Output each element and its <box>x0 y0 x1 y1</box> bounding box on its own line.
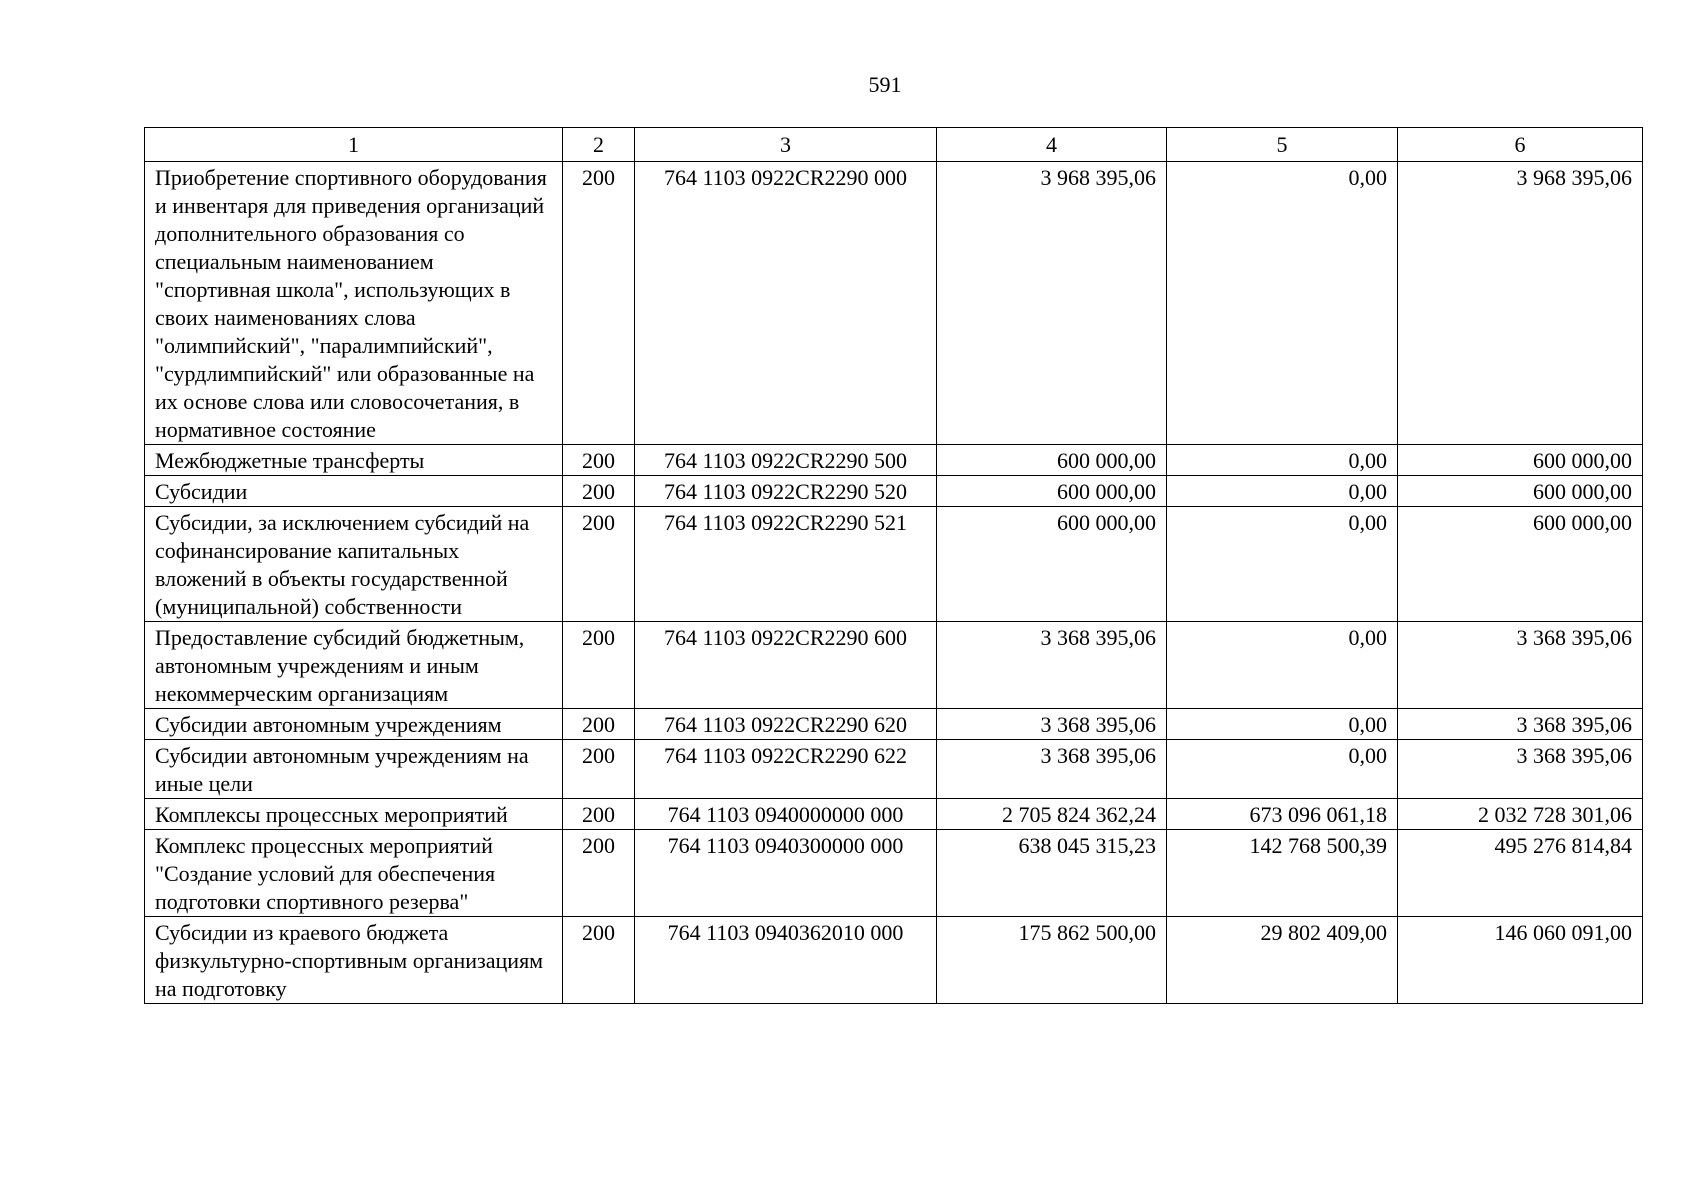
header-cell-1: 1 <box>145 128 563 162</box>
row-amount-col4-cell: 600 000,00 <box>937 476 1167 507</box>
row-amount-col5-cell: 0,00 <box>1167 162 1398 445</box>
row-amount-col6-cell: 600 000,00 <box>1398 476 1643 507</box>
row-classifier-cell: 764 1103 0922CR2290 600 <box>635 622 937 709</box>
table-row <box>145 622 1643 709</box>
header-cell-3: 3 <box>635 128 937 162</box>
row-amount-col5-cell: 0,00 <box>1167 476 1398 507</box>
row-amount-col4-cell: 3 368 395,06 <box>937 709 1167 740</box>
row-name-cell: Приобретение спортивного оборудования и инвентаря для приведения организаций дополнительного образования со специальным наименованием "спортивная школа", использующих в своих наименованиях слова "олимпийский", "паралимпийский", "сурдлимпийский" или образованные на их основе слова или словосочетания, в нормативное состояние <box>145 162 563 445</box>
row-amount-col6-cell: 3 368 395,06 <box>1398 709 1643 740</box>
row-code-cell: 200 <box>563 622 635 709</box>
budget-table <box>144 127 1643 1004</box>
header-cell-2: 2 <box>563 128 635 162</box>
row-code-cell: 200 <box>563 507 635 622</box>
header-row <box>145 128 1643 162</box>
row-amount-col5-cell: 142 768 500,39 <box>1167 830 1398 917</box>
row-code-cell: 200 <box>563 830 635 917</box>
row-amount-col6-cell: 3 968 395,06 <box>1398 162 1643 445</box>
row-classifier-cell: 764 1103 0940362010 000 <box>635 917 937 1004</box>
row-amount-col6-cell: 2 032 728 301,06 <box>1398 799 1643 830</box>
row-name-cell: Субсидии, за исключением субсидий на софинансирование капитальных вложений в объекты государственной (муниципальной) собственности <box>145 507 563 622</box>
row-code-cell: 200 <box>563 740 635 799</box>
row-amount-col5-cell: 0,00 <box>1167 740 1398 799</box>
row-amount-col4-cell: 175 862 500,00 <box>937 917 1167 1004</box>
row-classifier-cell: 764 1103 0940300000 000 <box>635 830 937 917</box>
row-classifier-cell: 764 1103 0922CR2290 622 <box>635 740 937 799</box>
table-row <box>145 917 1643 1004</box>
row-amount-col5-cell: 0,00 <box>1167 507 1398 622</box>
row-code-cell: 200 <box>563 162 635 445</box>
row-code-cell: 200 <box>563 799 635 830</box>
row-amount-col6-cell: 600 000,00 <box>1398 445 1643 476</box>
row-code-cell: 200 <box>563 917 635 1004</box>
table-row <box>145 162 1643 445</box>
header-cell-4: 4 <box>937 128 1167 162</box>
row-name-cell: Субсидии автономным учреждениям <box>145 709 563 740</box>
row-amount-col6-cell: 146 060 091,00 <box>1398 917 1643 1004</box>
row-amount-col6-cell: 495 276 814,84 <box>1398 830 1643 917</box>
row-amount-col4-cell: 638 045 315,23 <box>937 830 1167 917</box>
row-name-cell: Субсидии автономным учреждениям на иные цели <box>145 740 563 799</box>
row-classifier-cell: 764 1103 0922CR2290 521 <box>635 507 937 622</box>
table-row <box>145 830 1643 917</box>
row-amount-col4-cell: 3 368 395,06 <box>937 622 1167 709</box>
row-code-cell: 200 <box>563 445 635 476</box>
table-row <box>145 799 1643 830</box>
row-name-cell: Комплексы процессных мероприятий <box>145 799 563 830</box>
row-amount-col5-cell: 0,00 <box>1167 622 1398 709</box>
row-amount-col4-cell: 600 000,00 <box>937 507 1167 622</box>
row-classifier-cell: 764 1103 0940000000 000 <box>635 799 937 830</box>
row-amount-col6-cell: 3 368 395,06 <box>1398 740 1643 799</box>
row-name-cell: Предоставление субсидий бюджетным, автономным учреждениям и иным некоммерческим организациям <box>145 622 563 709</box>
header-cell-6: 6 <box>1398 128 1643 162</box>
row-amount-col5-cell: 0,00 <box>1167 445 1398 476</box>
row-amount-col5-cell: 0,00 <box>1167 709 1398 740</box>
row-amount-col4-cell: 3 368 395,06 <box>937 740 1167 799</box>
row-amount-col4-cell: 2 705 824 362,24 <box>937 799 1167 830</box>
page-number: 591 <box>868 72 902 97</box>
table-row <box>145 476 1643 507</box>
row-amount-col6-cell: 3 368 395,06 <box>1398 622 1643 709</box>
row-amount-col4-cell: 600 000,00 <box>937 445 1167 476</box>
row-amount-col4-cell: 3 968 395,06 <box>937 162 1167 445</box>
row-classifier-cell: 764 1103 0922CR2290 520 <box>635 476 937 507</box>
table-row <box>145 507 1643 622</box>
row-classifier-cell: 764 1103 0922CR2290 000 <box>635 162 937 445</box>
row-code-cell: 200 <box>563 476 635 507</box>
table-row <box>145 740 1643 799</box>
row-name-cell: Межбюджетные трансферты <box>145 445 563 476</box>
header-cell-5: 5 <box>1167 128 1398 162</box>
row-name-cell: Комплекс процессных мероприятий "Создание условий для обеспечения подготовки спортивного резерва" <box>145 830 563 917</box>
table-row <box>145 445 1643 476</box>
row-amount-col6-cell: 600 000,00 <box>1398 507 1643 622</box>
row-amount-col5-cell: 29 802 409,00 <box>1167 917 1398 1004</box>
table-row <box>145 709 1643 740</box>
row-name-cell: Субсидии из краевого бюджета физкультурно-спортивным организациям на подготовку <box>145 917 563 1004</box>
row-classifier-cell: 764 1103 0922CR2290 500 <box>635 445 937 476</box>
row-classifier-cell: 764 1103 0922CR2290 620 <box>635 709 937 740</box>
row-code-cell: 200 <box>563 709 635 740</box>
row-amount-col5-cell: 673 096 061,18 <box>1167 799 1398 830</box>
row-name-cell: Субсидии <box>145 476 563 507</box>
